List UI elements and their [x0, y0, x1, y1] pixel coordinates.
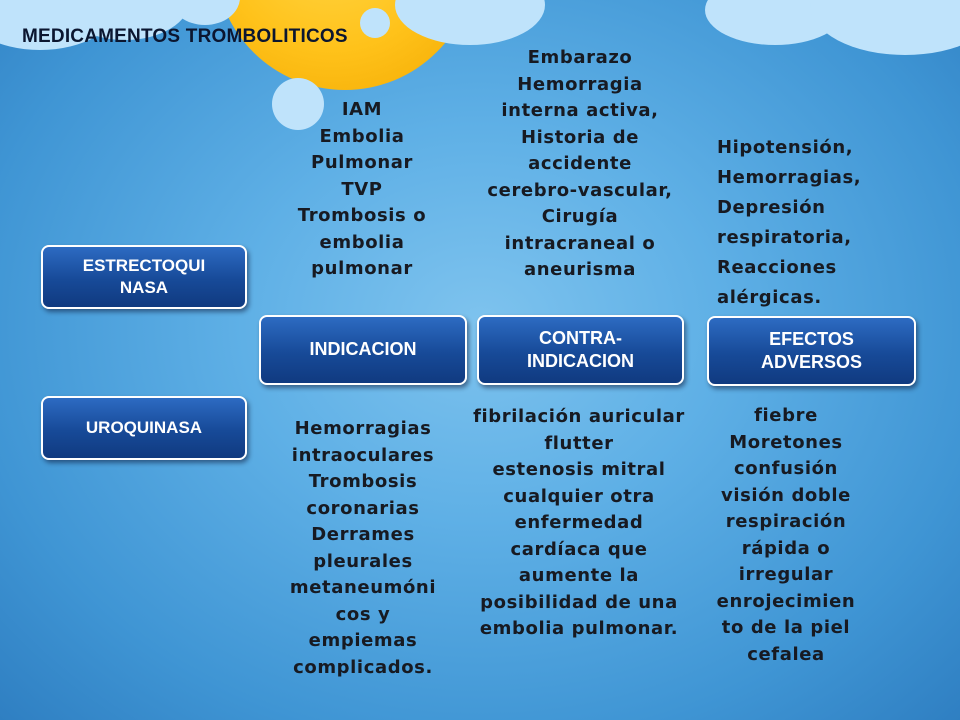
column-contraindicacion-header: CONTRA- INDICACION	[477, 315, 684, 385]
page-title: MEDICAMENTOS TROMBOLITICOS	[22, 26, 348, 47]
estreptoquinasa-contraindicacion-text: Embarazo Hemorragia interna activa, Historia de accidente cerebro-vascular, Cirugía intracraneal o aneurisma	[487, 47, 673, 280]
drug-uroquinasa-label: UROQUINASA	[41, 396, 247, 460]
drug-estreptoquinasa-label: ESTRECTOQUI NASA	[41, 245, 247, 309]
column-indicacion-header: INDICACION	[259, 315, 467, 385]
uroquinasa-contraindicacion-text: fibrilación auricular flutter estenosis mitral cualquier otra enfermedad cardíaca que aumente la posibilidad de una embolia pulmonar.	[473, 406, 685, 639]
uroquinasa-indicacion-text: Hemorragias intraoculares Trombosis coronarias Derrames pleurales metaneumóni cos y empiemas complicados.	[289, 418, 437, 678]
column-efectos-adversos-header: EFECTOS ADVERSOS	[707, 316, 916, 386]
cloud-decoration	[810, 0, 960, 55]
estreptoquinasa-indicacion-text: IAM Embolia Pulmonar TVP Trombosis o embolia pulmonar	[297, 99, 427, 279]
uroquinasa-efectos-adversos-text: fiebre Moretones confusión visión doble respiración rápida o irregular enrojecimien to de la piel cefalea	[716, 405, 856, 665]
estreptoquinasa-efectos-adversos-text: Hipotensión, Hemorragias, Depresión respiratoria, Reacciones alérgicas.	[717, 137, 862, 308]
cloud-decoration	[360, 8, 390, 38]
